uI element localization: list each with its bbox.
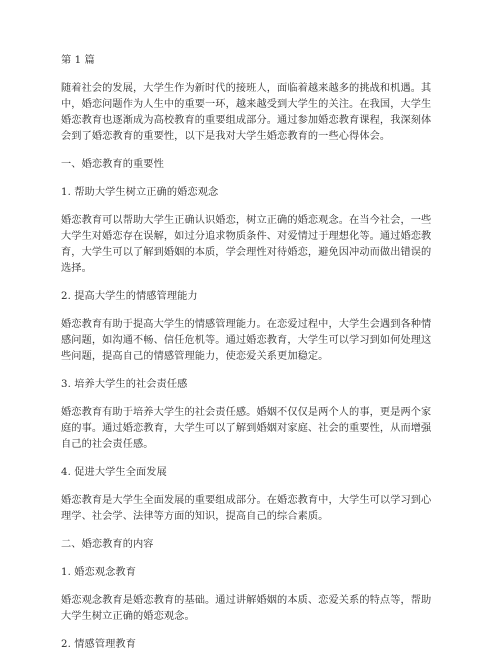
block-spacer <box>61 305 441 317</box>
section-heading <box>61 565 441 581</box>
paragraph <box>61 405 441 453</box>
section-heading <box>61 289 441 305</box>
text-line: 婚恋教育有助于培养大学生的社会责任感。婚姻不仅仅是两个人的事，更是两个家 <box>61 407 432 418</box>
text-line: 2. 提高大学生的情感管理能力 <box>61 291 198 302</box>
text-line: 婚恋教育也逐渐成为高校教育的重要组成部分。通过参加婚恋教育课程，我深刻体 <box>61 115 432 126</box>
block-spacer <box>61 69 441 81</box>
text-line: 婚恋教育有助于提高大学生的情感管理能力。在恋爱过程中，大学生会遇到各种情 <box>61 319 432 330</box>
text-line: 中，婚恋问题作为人生中的重要一环，越来越受到大学生的关注。在我国，大学生 <box>61 99 432 110</box>
text-line: 大学生树立正确的婚恋观念。 <box>61 611 195 622</box>
text-line: 大学生对婚恋存在误解，如过分追求物质条件、对爱情过于理想化等。通过婚恋教 <box>61 231 432 242</box>
text-line: 3. 培养大学生的社会责任感 <box>61 379 188 390</box>
block-spacer <box>61 581 441 593</box>
text-line: 会到了婚恋教育的重要性，以下是我对大学生婚恋教育的一些心得体会。 <box>61 131 391 142</box>
text-line: 些问题，提高自己的情感管理能力，使恋爱关系更加稳定。 <box>61 351 329 362</box>
text-line: 感问题，如沟通不畅、信任危机等。通过婚恋教育，大学生可以学习到如何处理这 <box>61 335 432 346</box>
section-heading <box>61 53 441 69</box>
block-spacer <box>61 453 441 465</box>
section-heading <box>61 537 441 553</box>
text-line: 婚恋观念教育是婚恋教育的基础。通过讲解婚姻的本质、恋爱关系的特点等，帮助 <box>61 595 432 606</box>
text-line: 4. 促进大学生全面发展 <box>61 467 167 478</box>
text-line: 第 1 篇 <box>61 55 95 66</box>
block-spacer <box>61 145 441 157</box>
paragraph <box>61 593 441 625</box>
block-spacer <box>61 553 441 565</box>
paragraph <box>61 493 441 525</box>
text-line: 庭的事。通过婚恋教育，大学生可以了解到婚姻对家庭、社会的重要性，从而增强 <box>61 423 432 434</box>
section-heading <box>61 185 441 201</box>
text-line: 一、婚恋教育的重要性 <box>61 159 164 170</box>
block-spacer <box>61 525 441 537</box>
section-heading <box>61 377 441 393</box>
block-spacer <box>61 481 441 493</box>
block-spacer <box>61 173 441 185</box>
text-line: 随着社会的发展，大学生作为新时代的接班人，面临着越来越多的挑战和机遇。其 <box>61 83 432 94</box>
block-spacer <box>61 393 441 405</box>
paragraph <box>61 213 441 277</box>
text-line: 1. 帮助大学生树立正确的婚恋观念 <box>61 187 219 198</box>
text-line: 2. 情感管理教育 <box>61 639 136 650</box>
section-heading <box>61 157 441 173</box>
block-spacer <box>61 365 441 377</box>
text-line: 二、婚恋教育的内容 <box>61 539 154 550</box>
text-line: 婚恋教育可以帮助大学生正确认识婚恋，树立正确的婚恋观念。在当今社会，一些 <box>61 215 432 226</box>
section-heading <box>61 637 441 653</box>
text-line: 婚恋教育是大学生全面发展的重要组成部分。在婚恋教育中，大学生可以学习到心 <box>61 495 432 506</box>
block-spacer <box>61 201 441 213</box>
text-line: 育，大学生可以了解到婚姻的本质，学会理性对待婚恋，避免因冲动而做出错误的 <box>61 247 432 258</box>
paragraph <box>61 81 441 145</box>
block-spacer <box>61 277 441 289</box>
section-heading <box>61 465 441 481</box>
document-body <box>61 53 441 653</box>
paragraph <box>61 317 441 365</box>
text-line: 1. 婚恋观念教育 <box>61 567 136 578</box>
text-line: 自己的社会责任感。 <box>61 439 154 450</box>
text-line: 选择。 <box>61 263 92 274</box>
text-line: 理学、社会学、法律等方面的知识，提高自己的综合素质。 <box>61 511 329 522</box>
block-spacer <box>61 625 441 637</box>
